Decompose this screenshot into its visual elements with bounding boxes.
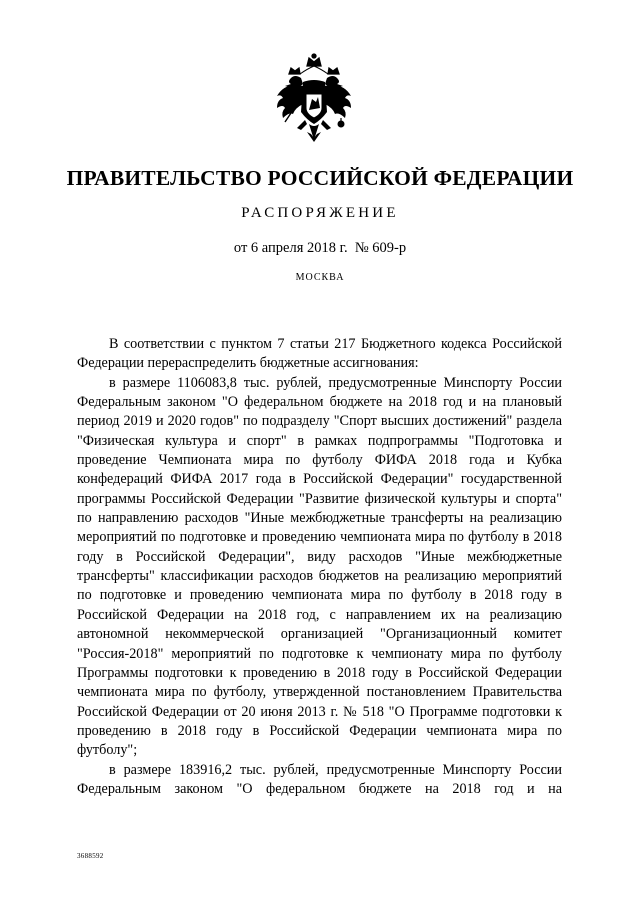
date-and-number: от 6 апреля 2018 г. № 609-р (233, 240, 407, 256)
paragraph-allocation-1: в размере 1106083,8 тыс. рублей, предусмотренные Минспорту России Федеральным законом "О федеральном бюджете на 2018 год и на плановый период 2019 и 2020 годов" по подразделу "Спорт высших достижений" раздела "Физическая культура и спорт" в рамках подпрограммы "Подготовка и проведение Чемпионата мира по футболу ФИФА 2018 года и Кубка конфедераций ФИФА 2017 года в Российской Федерации" государственной программы Российской Федерации "Развитие физической культуры и спорта" по направлению расходов "Иные межбюджетные трансферты на реализацию мероприятий по подготовке и проведению чемпионата мира по футболу в 2018 году в Российской Федерации", виду расходов "Иные межбюджетные трансферты" классификации расходов бюджетов на реализацию мероприятий по подготовке и проведению чемпионата мира по футболу в 2018 году в Российской Федерации на 2018 год, с направлением их на реализацию автономной некоммерческой организацией "Организационный комитет "Россия-2018" мероприятий по подготовке к чемпионату мира по футболу Программы подготовки к проведению в 2018 году в Российской Федерации чемпионата мира по футболу, утвержденной постановлением Правительства Российской Федерации от 20 июня 2013 г. № 518 "О Программе подготовки к проведению в 2018 году в Российской Федерации чемпионата мира по футболу"; (77, 374, 562, 759)
document-type: РАСПОРЯЖЕНИЕ (241, 205, 399, 221)
city-label: МОСКВА (295, 272, 345, 283)
document-code: 3688592 (77, 852, 104, 860)
document-body (77, 335, 562, 799)
russian-coat-of-arms-icon (271, 52, 357, 144)
paragraph-allocation-2: в размере 183916,2 тыс. рублей, предусмотренные Минспорту России Федеральным законом "О федеральном бюджете на 2018 год и на (77, 761, 562, 797)
paragraph-intro: В соответствии с пунктом 7 статьи 217 Бюджетного кодекса Российской Федерации перераспределить бюджетные ассигнования: (77, 336, 562, 372)
government-title: ПРАВИТЕЛЬСТВО РОССИЙСКОЙ ФЕДЕРАЦИИ (66, 166, 574, 190)
